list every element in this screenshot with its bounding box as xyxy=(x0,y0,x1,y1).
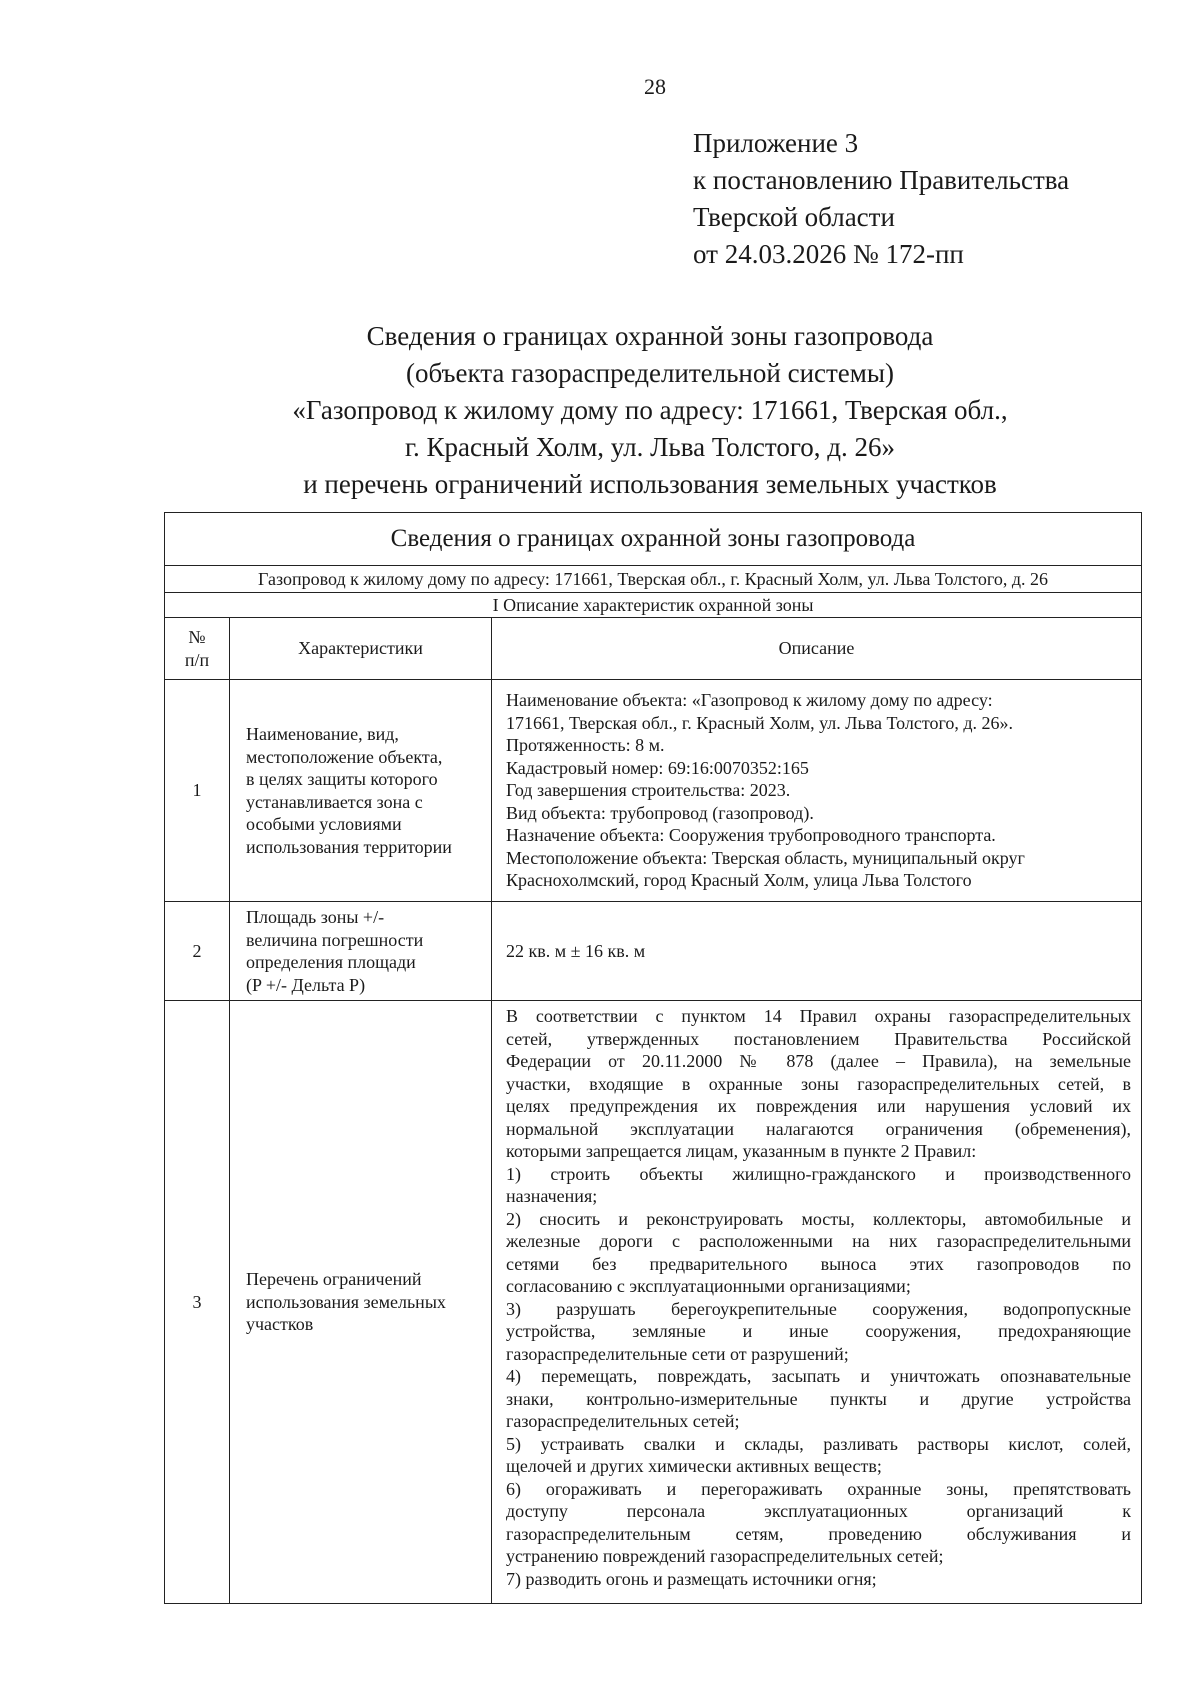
description-line: которыми запрещается лицам, указанным в пункте 2 Правил: xyxy=(506,1141,977,1161)
characteristic-line: в целях защиты которого xyxy=(246,769,438,789)
table-body xyxy=(165,680,1142,1604)
description-line: 4) перемещать, повреждать, засыпать и уничтожать опознавательные xyxy=(506,1366,1132,1386)
description-line: Протяженность: 8 м. xyxy=(506,735,665,756)
description-line: Местоположение объекта: Тверская область, муниципальный округ xyxy=(506,847,1025,868)
row-characteristic xyxy=(230,1001,492,1604)
appendix-line: Приложение 3 xyxy=(693,128,859,158)
description-line: устройства, земляные и иные сооружения, предохраняющие xyxy=(506,1321,1132,1341)
description-line: железные дороги с расположенными на них газораспределительными xyxy=(506,1231,1132,1251)
characteristic-line: (P +/- Дельта P) xyxy=(246,974,366,995)
description-line: 22 кв. м ± 16 кв. м xyxy=(506,940,646,961)
description-line: Наименование объекта: «Газопровод к жилому дому по адресу: xyxy=(506,690,993,711)
characteristic-line: использования земельных xyxy=(246,1291,446,1312)
characteristic-line: особыми условиями xyxy=(246,814,402,834)
description-line: знаки, контрольно-измерительные пункты и другие устройства xyxy=(506,1388,1132,1409)
title-line: «Газопровод к жилому дому по адресу: 171661, Тверская обл., xyxy=(292,395,1008,425)
table-row xyxy=(165,680,1142,902)
description-line: 7) разводить огонь и размещать источники огня; xyxy=(506,1568,877,1589)
column-header-number xyxy=(165,618,230,680)
description-line: В соответствии с пунктом 14 Правил охраны газораспределительных xyxy=(506,1006,1132,1026)
description-line: целях предупреждения их повреждения или нарушения условий их xyxy=(506,1096,1132,1116)
appendix-block xyxy=(693,125,1069,273)
description-line: газораспределительные сети от разрушений; xyxy=(506,1343,849,1364)
title-line: Сведения о границах охранной зоны газопровода xyxy=(366,321,934,351)
description-line: сетями без предварительного выноса этих газопроводов по xyxy=(506,1253,1132,1274)
description-line: назначения; xyxy=(506,1186,598,1206)
page-number: 28 xyxy=(644,74,666,99)
characteristic-line: участков xyxy=(246,1314,314,1335)
appendix-line: Тверской области xyxy=(693,202,895,232)
description-line: 171661, Тверская обл., г. Красный Холм, ул. Льва Толстого, д. 26». xyxy=(506,712,1014,733)
description-line: Год завершения строительства: 2023. xyxy=(506,780,791,801)
description-line: доступу персонала эксплуатационных организаций к xyxy=(506,1501,1132,1521)
characteristic-line: Наименование, вид, xyxy=(246,724,399,744)
table-header: Сведения о границах охранной зоны газопровода xyxy=(165,513,1142,566)
characteristic-line: местоположение объекта, xyxy=(246,746,443,767)
zone-info-table xyxy=(164,512,1142,1604)
row-characteristic xyxy=(230,902,492,1001)
description-line: 1) строить объекты жилищно-гражданского и производственного xyxy=(506,1163,1132,1184)
row-characteristic xyxy=(230,680,492,902)
column-header-description: Описание xyxy=(492,618,1142,680)
column-header-characteristics: Характеристики xyxy=(230,618,492,680)
description-line: Вид объекта: трубопровод (газопровод). xyxy=(506,802,814,823)
appendix-line: к постановлению Правительства xyxy=(693,165,1070,195)
table-section-title: I Описание характеристик охранной зоны xyxy=(165,593,1142,618)
characteristic-line: Перечень ограничений xyxy=(246,1269,422,1290)
description-line: щелочей и других химически активных веществ; xyxy=(506,1456,882,1476)
characteristic-line: величина погрешности xyxy=(246,929,424,950)
description-line: Назначение объекта: Сооружения трубопроводного транспорта. xyxy=(506,825,996,846)
description-line: согласованию с эксплуатационными организациями; xyxy=(506,1276,911,1296)
row-description xyxy=(492,1001,1142,1604)
description-line: 6) огораживать и перегораживать охранные зоны, препятствовать xyxy=(506,1478,1132,1499)
column-header-number-line: № xyxy=(188,627,206,647)
table-row xyxy=(165,902,1142,1001)
description-line: 2) сносить и реконструировать мосты, коллекторы, автомобильные и xyxy=(506,1208,1132,1229)
characteristic-line: устанавливается зона с xyxy=(246,791,423,812)
description-line: Краснохолмский, город Красный Холм, улица Льва Толстого xyxy=(506,870,972,891)
column-header-number-line: п/п xyxy=(184,649,210,670)
characteristic-line: использования территории xyxy=(246,836,452,857)
table-row xyxy=(165,1001,1142,1604)
description-line: 3) разрушать берегоукрепительные сооружения, водопропускные xyxy=(506,1298,1132,1319)
title-line: (объекта газораспределительной системы) xyxy=(405,358,895,388)
description-line: газораспределительных сетей; xyxy=(506,1411,740,1431)
characteristic-line: определения площади xyxy=(246,952,416,972)
row-number: 3 xyxy=(165,1001,230,1604)
table-object-name: Газопровод к жилому дому по адресу: 171661, Тверская обл., г. Красный Холм, ул. Льва Толстого, д. 26 xyxy=(165,566,1142,593)
description-line: Федерации от 20.11.2000 № 878 (далее – Правила), на земельные xyxy=(506,1051,1132,1071)
description-line: Кадастровый номер: 69:16:0070352:165 xyxy=(506,757,809,778)
row-description xyxy=(492,902,1142,1001)
title-line: г. Красный Холм, ул. Льва Толстого, д. 26» xyxy=(405,432,895,462)
description-line: устранению повреждений газораспределительных сетей; xyxy=(506,1546,944,1566)
description-line: участки, входящие в охранные зоны газораспределительных сетей, в xyxy=(506,1073,1132,1094)
description-line: сетей, утвержденных постановлением Правительства Российской xyxy=(506,1028,1132,1049)
row-number: 1 xyxy=(165,680,230,902)
row-number: 2 xyxy=(165,902,230,1001)
description-line: нормальной эксплуатации налагаются ограничения (обременения), xyxy=(506,1118,1132,1139)
description-line: газораспределительным сетям, проведению обслуживания и xyxy=(506,1523,1132,1544)
row-description xyxy=(492,680,1142,902)
title-line: и перечень ограничений использования земельных участков xyxy=(303,469,997,499)
characteristic-line: Площадь зоны +/- xyxy=(246,907,385,927)
description-line: 5) устраивать свалки и склады, разливать растворы кислот, солей, xyxy=(506,1433,1132,1454)
document-title xyxy=(150,318,1150,503)
appendix-line: от 24.03.2026 № 172-пп xyxy=(693,239,964,269)
